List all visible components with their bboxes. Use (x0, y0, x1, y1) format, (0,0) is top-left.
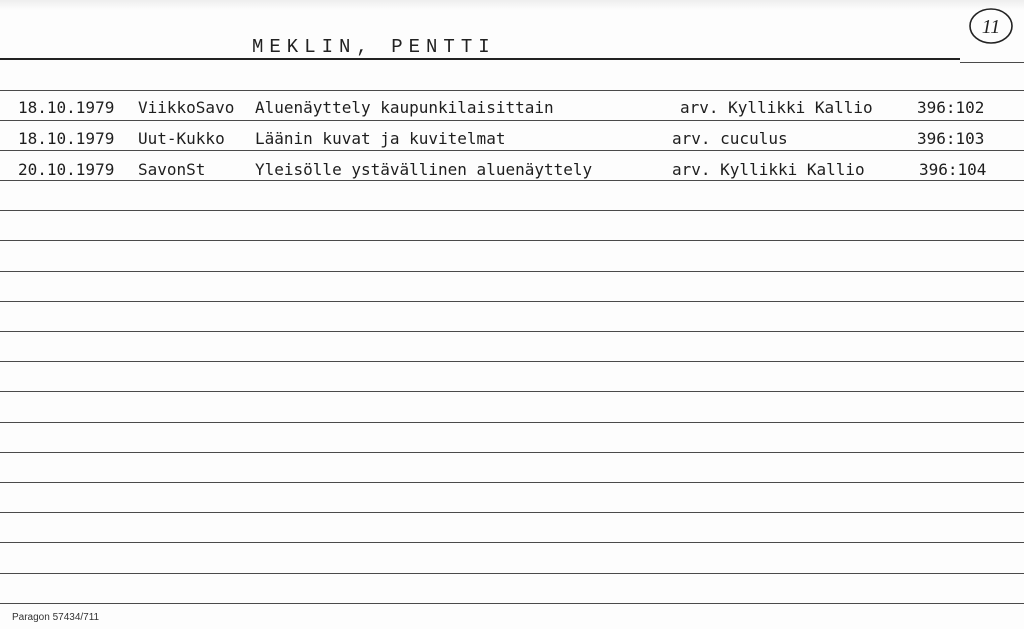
ruled-line (0, 361, 1024, 362)
card-title-name: MEKLIN, PENTTI (252, 36, 496, 58)
entry-paper: ViikkoSavo (138, 98, 235, 117)
title-rule-right (960, 62, 1024, 63)
ruled-line (0, 240, 1024, 241)
ruled-line (0, 482, 1024, 483)
ruled-line (0, 391, 1024, 392)
printer-imprint: Paragon 57434/711 (12, 612, 100, 623)
entry-paper: Uut-Kukko (138, 129, 225, 148)
entry-row (0, 98, 1024, 122)
entry-reviewer: arv. Kyllikki Kallio (672, 160, 865, 179)
card-number: 11 (981, 16, 1001, 38)
card-top-edge (0, 0, 1024, 10)
ruled-line (0, 542, 1024, 543)
ruled-line (0, 90, 1024, 91)
entry-date: 18.10.1979 (18, 98, 115, 117)
entry-reviewer: arv. cuculus (672, 129, 788, 148)
ruled-line (0, 301, 1024, 302)
entry-date: 20.10.1979 (18, 160, 115, 179)
entry-paper: SavonSt (138, 160, 206, 179)
entry-date: 18.10.1979 (18, 129, 115, 148)
entry-ref: 396:103 (917, 129, 985, 148)
ruled-line (0, 512, 1024, 513)
entry-ref: 396:102 (917, 98, 985, 117)
card-number-circle (968, 6, 1014, 46)
title-rule (0, 58, 960, 60)
ruled-line (0, 573, 1024, 574)
entry-row (0, 129, 1024, 153)
ruled-line (0, 422, 1024, 423)
entry-title: Aluenäyttely kaupunkilaisittain (255, 98, 554, 117)
ruled-line (0, 603, 1024, 604)
entry-row (0, 160, 1024, 184)
entry-reviewer: arv. Kyllikki Kallio (680, 98, 873, 117)
ruled-line (0, 271, 1024, 272)
ruled-line (0, 452, 1024, 453)
ruled-line (0, 210, 1024, 211)
entry-title: Läänin kuvat ja kuvitelmat (255, 129, 506, 148)
entry-title: Yleisölle ystävällinen aluenäyttely (255, 160, 593, 179)
ruled-line (0, 331, 1024, 332)
entry-ref: 396:104 (919, 160, 987, 179)
